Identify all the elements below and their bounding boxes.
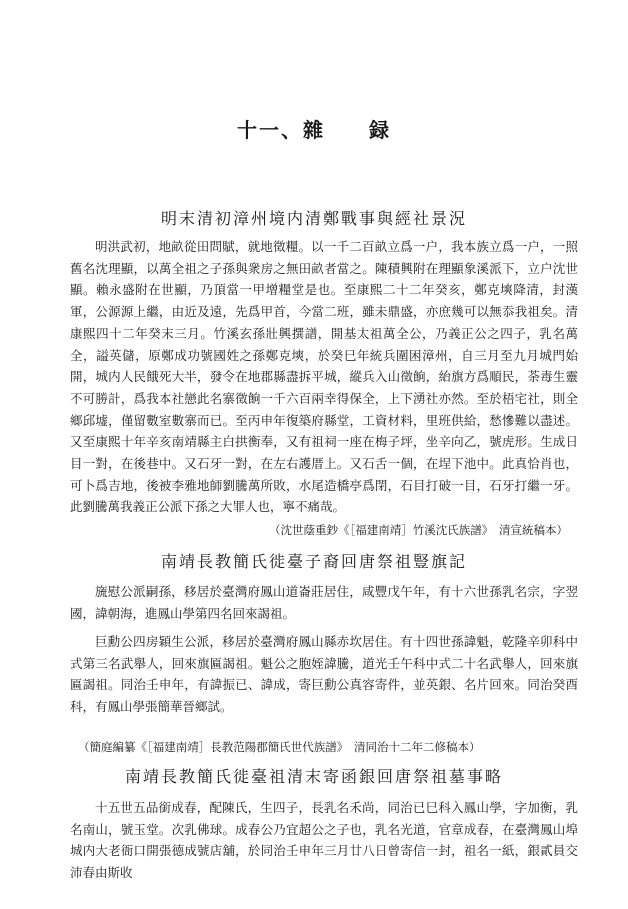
source-citation: （沈世蔭重鈔《［福建南靖］竹溪沈氏族譜》 清宣統稿本） bbox=[269, 523, 568, 537]
source-citation: （簡庭編纂《［福建南靖］長教范陽郡簡氏世代族譜》 清同治十二年二修稿本） bbox=[78, 740, 481, 754]
chapter-title: 十一、雜 録 bbox=[237, 118, 391, 142]
paragraph: 明洪武初，地畝從田問賦，就地徵糧。以一千二百畝立爲一户，我本族立爲一户，一照舊名沈理顯，以萬全祖之子孫與衆房之無田畝者當之。陳積興附在理顯象溪派下，立户沈世顯。賴永盛附在世顯，乃頂當一甲增糧堂是也。至康熙二十二年癸亥，鄭克塽降清，封漢軍，公源源上繼，由近及遠，先爲甲首，今當二班，雖未鼎盛，亦庶幾可以無忝我祖矣。清康熙四十二年癸末三月。竹溪玄孫壯興撰譜，開基太祖萬全公，乃義正公之四子，乳名萬全，謚英儲，原鄭成功號國姓之孫鄭克塽，於癸巳年統兵圍困漳州，自三月至九月城門始開，城内人民餓死大半，發令在地郡縣盡拆平城，縱兵入山徵餉，紿旗方爲順民，荼毒生靈不可勝計，爲我本社戀此名寨徵餉一千六百兩幸得保全，上下湧社亦然。至於梧宅社，則全鄉邱墟，僅留數室數寨而已。至丙申年復築府縣堂，工資材料，里班供給，愁慘難以盡述。又至康熙十年辛亥南靖縣主白拱衡奉，又有祖祠一座在梅子坪，坐辛向乙，號虎形。生成日目一對，在後巷中。又石牙一對，在左右護厝上。又石舌一個，在埕下池中。此真恰肖也，可卜爲吉地，後被李雅地師劉騰萬所敗，水尾造橋亭爲閉，石目打破一目，石牙打繼一牙。此劉騰萬我義正公派下孫之大罪人也，寧不痛哉。 bbox=[70, 239, 578, 515]
section-title: 南靖長教簡氏徙臺子裔回唐祭祖豎旗記 bbox=[160, 552, 467, 571]
section-title: 明末清初漳州境内清鄭戰事與經社景況 bbox=[160, 209, 467, 228]
section-title: 南靖長教簡氏徙臺祖清末寄函銀回唐祭祖墓事略 bbox=[124, 767, 503, 786]
paragraph: 十五世五品銜成春，配陳氏，生四子，長乳名禾尚，同治已巳科入鳳山學，字加衡，乳名南山，號玉堂。次乳佛球。成春公乃宜超公之子也，乳名光道，官章成春，在臺灣鳳山埠城内大老衙口開張德成號店舖，於同治壬申年三月廿八日曾寄信一封，祖名一紙，銀貳員交沛春由斯收 bbox=[70, 800, 578, 881]
paragraph: 巨勳公四房穎生公派，移居於臺灣府鳳山縣赤坎居住。有十四世孫諱魁，乾隆辛卯科中式第三名武舉人，回來旗匾謁祖。魁公之胞姪諱騰，道光壬午科中式二十名武舉人，回來旗匾謁祖。同治壬申年，有諱振已、諱成，寄巨勳公真容寄件，並英銀、名片回來。同治癸酉科，有鳳山學張簡華晉鄉試。 bbox=[70, 634, 578, 715]
paragraph: 旒慰公派嗣孫，移居於臺灣府鳳山道崙莊居住，咸豐戊午年，有十六世孫乳名宗，字翌國，諱朝海，進鳳山學第四名回來謁祖。 bbox=[70, 584, 578, 621]
